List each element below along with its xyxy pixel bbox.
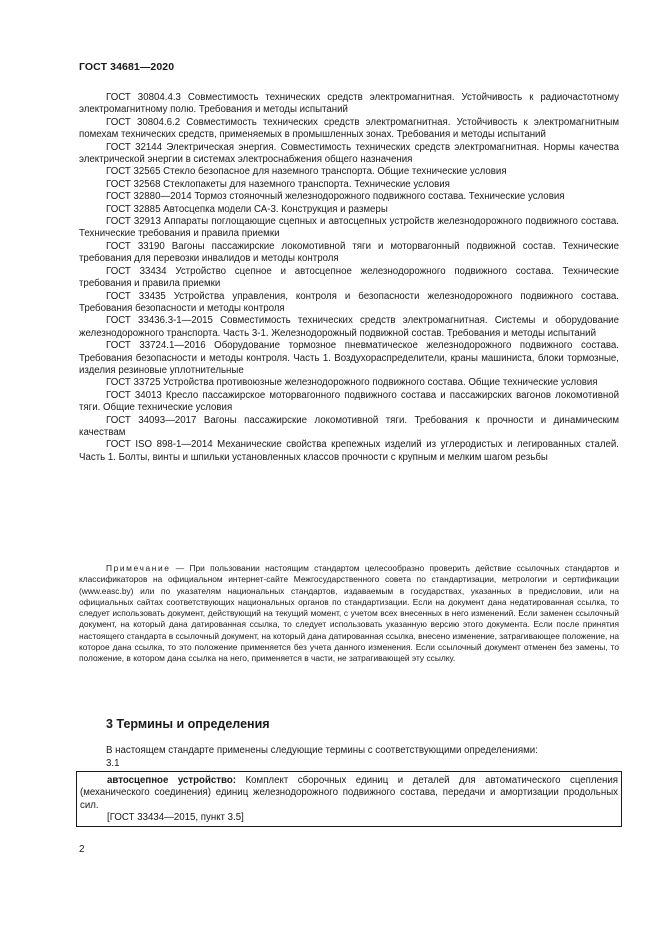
term-definition <box>80 775 618 812</box>
reference-item: ГОСТ 30804.4.3 Совместимость технических средств электромагнитная. Устойчивость к радиочастотному электромагнитному полю. Требования и методы испытаний <box>79 92 619 116</box>
reference-item: ГОСТ 33724.1—2016 Оборудование тормозное пневматическое железнодорожного подвижного состава. Требования безопасности и методы контроля. Часть 1. Воздухораспределители, краны машиниста, блоки тормозные, изделия резиновые уплотнительные <box>79 340 619 376</box>
term-source: [ГОСТ 33434—2015, пункт 3.5] <box>107 812 244 824</box>
reference-item: ГОСТ 32885 Автосцепка модели СА-3. Конструкция и размеры <box>106 203 388 215</box>
document-header: ГОСТ 34681—2020 <box>79 61 175 73</box>
reference-item: ГОСТ 32568 Стеклопакеты для наземного транспорта. Технические условия <box>106 178 450 190</box>
reference-item: ГОСТ 32913 Аппараты поглощающие сцепных и автосцепных устройств железнодорожного подвижного состава. Технические требования и правила приемки <box>79 216 619 240</box>
term-definition-box <box>76 771 622 827</box>
reference-item: ГОСТ 33190 Вагоны пассажирские локомотивной тяги и моторвагонный подвижной состав. Технические требования для перевозки инвалидов и методы контроля <box>79 240 619 265</box>
reference-item: ГОСТ 32565 Стекло безопасное для наземного транспорта. Общие технические условия <box>106 166 507 178</box>
reference-item: ГОСТ 34093—2017 Вагоны пассажирские локомотивной тяги. Требования к прочности и динамическим качествам <box>79 414 619 438</box>
reference-item: ГОСТ ISO 898-1—2014 Механические свойства крепежных изделий из углеродистых и легированных сталей. Часть 1. Болты, винты и шпильки установленных классов прочности с крупным и мелким шагом резьбы <box>79 439 619 463</box>
reference-item: ГОСТ 33434 Устройство сцепное и автосцепное железнодорожного подвижного состава. Технические требования и правила приемки <box>79 265 619 290</box>
reference-item: ГОСТ 33725 Устройства противоюзные железнодорожного подвижного состава. Общие технические условия <box>106 377 598 389</box>
reference-item: ГОСТ 33435 Устройства управления, контроля и безопасности железнодорожного подвижного состава. Требования безопасности и методы контроля <box>79 290 619 314</box>
reference-item: ГОСТ 32880—2014 Тормоз стояночный железнодорожного подвижного состава. Технические условия <box>106 191 565 203</box>
reference-item: ГОСТ 34013 Кресло пассажирское моторвагонного подвижного состава и пассажирских вагонов локомотивной тяги. Общие технические условия <box>79 389 619 414</box>
section-intro <box>79 745 619 757</box>
definition-text: Комплект сборочных единиц и деталей для автоматического сцепления (механического соединения) единиц железнодорожного подвижного состава, передачи и амортизации продольных сил. <box>80 775 618 811</box>
note-paragraph <box>79 563 619 665</box>
note-label: Примечание <box>106 563 171 573</box>
term-number: 3.1 <box>106 758 120 769</box>
note-text: — При пользовании настоящим стандартом целесообразно проверить действие ссылочных стандартов и классификаторов на официальном интернет-сайте Межгосударственного совета по стандартизации, метрологии и сертификации (www.easc.by) или по указателям национальных стандартов, издаваемым в государствах, указанных в предисловии, или на официальных сайтах соответствующих национальных органов по стандартизации. Если на документ дана недатированная ссылка, то следует использовать документ, действующий на текущий момент, с учетом всех внесенных в него изменений. Если заменен ссылочный документ, на который дана датированная ссылка, то следует использовать указанную версию этого документа. Если после принятия настоящего стандарта в ссылочный документ, на который дана датированная ссылка, внесено изменение, затрагивающее положение, на которое дана ссылка, то это положение применяется без учета данного изменения. Если ссылочный документ отменен без замены, то положение, в котором дана ссылка на него, применяется в части, не затрагивающей эту ссылку. <box>79 563 619 664</box>
page-number: 2 <box>79 844 85 855</box>
reference-item: ГОСТ 33436.3-1—2015 Совместимость технических средств электромагнитная. Системы и оборудование железнодорожного транспорта. Часть 3-1. Железнодорожный подвижной состав. Требования и методы испытаний <box>79 315 619 339</box>
intro-text: В настоящем стандарте применены следующие термины с соответствующими определениями: <box>106 745 538 756</box>
reference-item: ГОСТ 30804.6.2 Совместимость технических средств электромагнитная. Устойчивость к электромагнитным помехам технических средств, применяемых в промышленных зонах. Требования и методы испытаний <box>79 116 619 141</box>
section-heading: 3 Термины и определения <box>106 717 270 731</box>
reference-item: ГОСТ 32144 Электрическая энергия. Совместимость технических средств электромагнитная. Нормы качества электрической энергии в системах электроснабжения общего назначения <box>79 141 619 166</box>
term-name: автосцепное устройство: <box>107 775 237 786</box>
normative-references-list <box>79 92 619 464</box>
note-block <box>79 563 619 665</box>
